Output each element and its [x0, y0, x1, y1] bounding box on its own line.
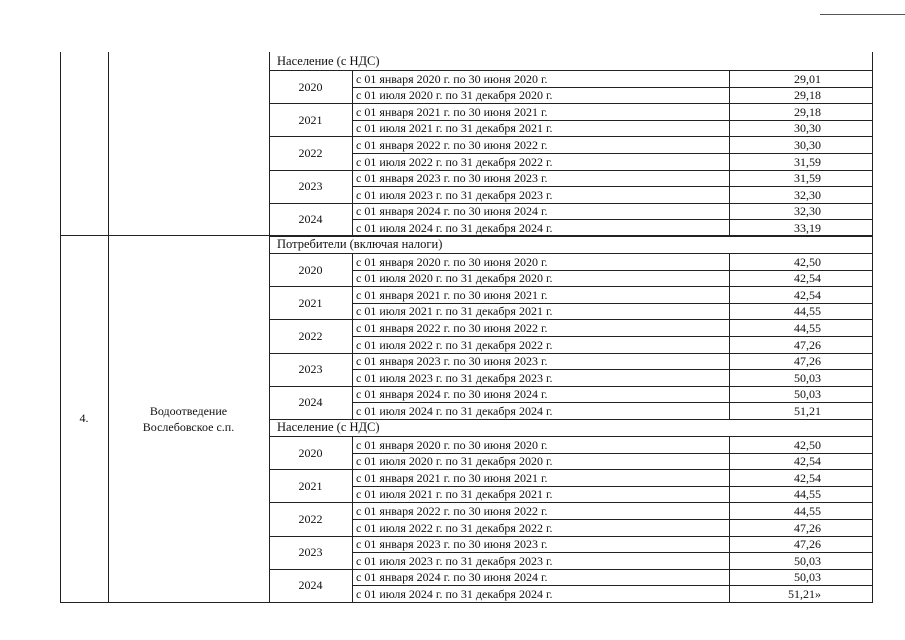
year-divider [269, 602, 873, 603]
year-cell: 2023 [298, 179, 323, 194]
tariff-value-cell: 47,26 [794, 537, 821, 552]
tariff-value-cell: 44,55 [794, 320, 821, 335]
tariff-value-cell: 30,30 [794, 121, 821, 136]
tariff-value-cell: 47,26 [794, 520, 821, 535]
year-cell: 2021 [298, 112, 323, 127]
year-cell: 2022 [298, 146, 323, 160]
tariff-value-cell: 42,54 [794, 271, 821, 286]
period-cell: с 01 июля 2020 г. по 31 декабря 2020 г. [356, 271, 553, 286]
year-cell: 2024 [298, 578, 323, 593]
tariff-value-cell: 47,26 [794, 354, 821, 369]
period-cell: с 01 января 2023 г. по 30 июня 2023 г. [356, 171, 548, 186]
page-edge-line [820, 14, 905, 15]
tariff-value-cell: 51,21 [794, 403, 821, 418]
period-cell: с 01 января 2024 г. по 30 июня 2024 г. [356, 570, 548, 585]
tariff-value-cell: 29,18 [794, 104, 821, 119]
tariff-value-cell: 50,03 [794, 387, 821, 402]
year-cell: 2022 [298, 512, 323, 526]
tariff-value-cell: 42,54 [794, 470, 821, 485]
section-header-population: Население (с НДС) [277, 420, 380, 434]
tariff-value-cell: 42,54 [794, 454, 821, 469]
period-cell: с 01 января 2020 г. по 30 июня 2020 г. [356, 437, 548, 452]
tariff-value-cell: 29,18 [794, 88, 821, 103]
tariff-value-cell: 29,01 [794, 71, 821, 86]
section-header-consumers: Потребители (включая налоги) [277, 237, 443, 251]
period-cell: с 01 января 2022 г. по 30 июня 2022 г. [356, 320, 548, 335]
period-cell: с 01 января 2020 г. по 30 июня 2020 г. [356, 254, 548, 269]
period-cell: с 01 июля 2021 г. по 31 декабря 2021 г. [356, 487, 553, 502]
tariff-value-cell: 42,50 [794, 254, 821, 269]
period-cell: с 01 июля 2023 г. по 31 декабря 2023 г. [356, 370, 553, 385]
tariff-value-cell: 44,55 [794, 487, 821, 502]
tariff-value-cell: 51,21» [788, 586, 821, 601]
tariff-value-cell: 32,30 [794, 204, 821, 219]
tariff-value-cell: 30,30 [794, 137, 821, 152]
year-cell: 2023 [298, 545, 323, 560]
period-cell: с 01 января 2023 г. по 30 июня 2023 г. [356, 354, 548, 369]
period-cell: с 01 июля 2021 г. по 31 декабря 2021 г. [356, 121, 553, 136]
tariff-value-cell: 32,30 [794, 187, 821, 202]
tariff-value-cell: 50,03 [794, 370, 821, 385]
period-cell: с 01 января 2024 г. по 30 июня 2024 г. [356, 204, 548, 219]
year-cell: 2024 [298, 212, 323, 227]
year-cell: 2020 [298, 79, 323, 94]
period-cell: с 01 января 2022 г. по 30 июня 2022 г. [356, 503, 548, 518]
period-cell: с 01 июля 2023 г. по 31 декабря 2023 г. [356, 187, 553, 202]
tariff-value-cell: 42,50 [794, 437, 821, 452]
period-cell: с 01 января 2023 г. по 30 июня 2023 г. [356, 537, 548, 552]
tariff-value-cell: 42,54 [794, 287, 821, 302]
row-number: 4. [79, 411, 89, 425]
service-name-line2: Вослебовское с.п. [142, 420, 235, 434]
tariff-value-cell: 44,55 [794, 304, 821, 319]
service-name-line1: Водоотведение [149, 404, 228, 418]
period-cell: с 01 января 2021 г. по 30 июня 2021 г. [356, 470, 548, 485]
tariff-value-cell: 50,03 [794, 553, 821, 568]
year-divider [269, 236, 873, 237]
year-cell: 2024 [298, 395, 323, 410]
year-cell: 2021 [298, 478, 323, 493]
tariff-value-cell: 31,59 [794, 171, 821, 186]
period-cell: с 01 июля 2021 г. по 31 декабря 2021 г. [356, 304, 553, 319]
tariff-value-cell: 31,59 [794, 154, 821, 169]
period-cell: с 01 июля 2022 г. по 31 декабря 2022 г. [356, 520, 553, 535]
year-cell: 2020 [298, 445, 323, 460]
period-cell: с 01 января 2021 г. по 30 июня 2021 г. [356, 104, 548, 119]
column-divider [108, 52, 109, 603]
period-cell: с 01 января 2021 г. по 30 июня 2021 г. [356, 287, 548, 302]
year-cell: 2023 [298, 362, 323, 377]
period-cell: с 01 июля 2023 г. по 31 декабря 2023 г. [356, 553, 553, 568]
tariff-value-cell: 44,55 [794, 503, 821, 518]
period-cell: с 01 июля 2024 г. по 31 декабря 2024 г. [356, 403, 553, 418]
period-cell: с 01 июля 2022 г. по 31 декабря 2022 г. [356, 154, 553, 169]
period-cell: с 01 июля 2020 г. по 31 декабря 2020 г. [356, 454, 553, 469]
year-cell: 2022 [298, 329, 323, 343]
year-cell: 2020 [298, 262, 323, 277]
period-cell: с 01 января 2022 г. по 30 июня 2022 г. [356, 137, 548, 152]
period-cell: с 01 января 2020 г. по 30 июня 2020 г. [356, 71, 548, 86]
tariff-value-cell: 33,19 [794, 220, 821, 235]
period-cell: с 01 января 2024 г. по 30 июня 2024 г. [356, 387, 548, 402]
tariff-value-cell: 50,03 [794, 570, 821, 585]
period-cell: с 01 июля 2022 г. по 31 декабря 2022 г. [356, 337, 553, 352]
section-header-population-row3: Население (с НДС) [277, 54, 380, 68]
period-cell: с 01 июля 2024 г. по 31 декабря 2024 г. [356, 586, 553, 601]
year-cell: 2021 [298, 295, 323, 310]
period-cell: с 01 июля 2020 г. по 31 декабря 2020 г. [356, 88, 553, 103]
period-cell: с 01 июля 2024 г. по 31 декабря 2024 г. [356, 220, 553, 235]
tariff-value-cell: 47,26 [794, 337, 821, 352]
year-divider [269, 419, 873, 420]
